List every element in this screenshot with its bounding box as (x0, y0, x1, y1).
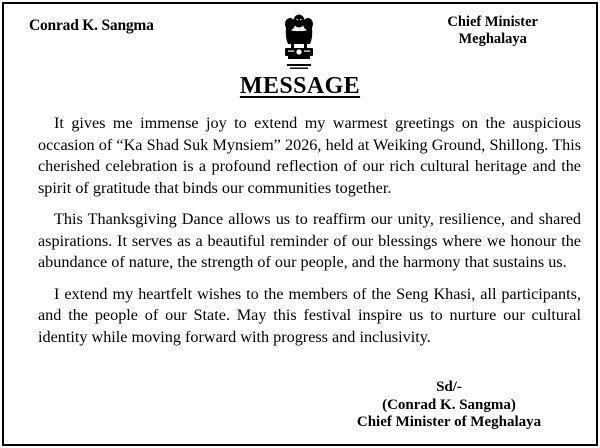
message-paragraph-2: This Thanksgiving Dance allows us to reaffirm our unity, resilience, and shared aspirations. It serves as a beautiful reminder of our blessings where we honour the abundance of nature, the strength of our people, and the harmony that sustains us. (38, 210, 581, 271)
national-emblem-icon (279, 12, 319, 72)
signature-sd: Sd/- (436, 379, 462, 395)
message-body (38, 113, 581, 358)
office-title: Chief Minister (447, 14, 538, 30)
message-heading-wrap (0, 73, 600, 100)
message-paragraph-3: I extend my heartfelt wishes to the members of the Seng Khasi, all participants, and the people of our State. May this festival inspire us to nurture our cultural identity while moving forward with progress and inclusivity. (38, 284, 581, 346)
sender-name: Conrad K. Sangma (29, 17, 154, 34)
message-paragraph-1: It gives me immense joy to extend my warmest greetings on the auspicious occasion of “Ka Shad Suk Mynsiem” 2026, held at Weiking Ground, Shillong. This cherished celebration is a profound reflection of our rich cultural heritage and the spirit of gratitude that binds our communities together. (38, 114, 581, 197)
office-state: Meghalaya (458, 31, 527, 47)
message-heading: MESSAGE (239, 73, 361, 99)
signatory-title: Chief Minister of Meghalaya (356, 414, 542, 430)
office-designation (447, 14, 538, 48)
signature-block (334, 379, 564, 432)
signatory-name: (Conrad K. Sangma) (382, 396, 516, 413)
